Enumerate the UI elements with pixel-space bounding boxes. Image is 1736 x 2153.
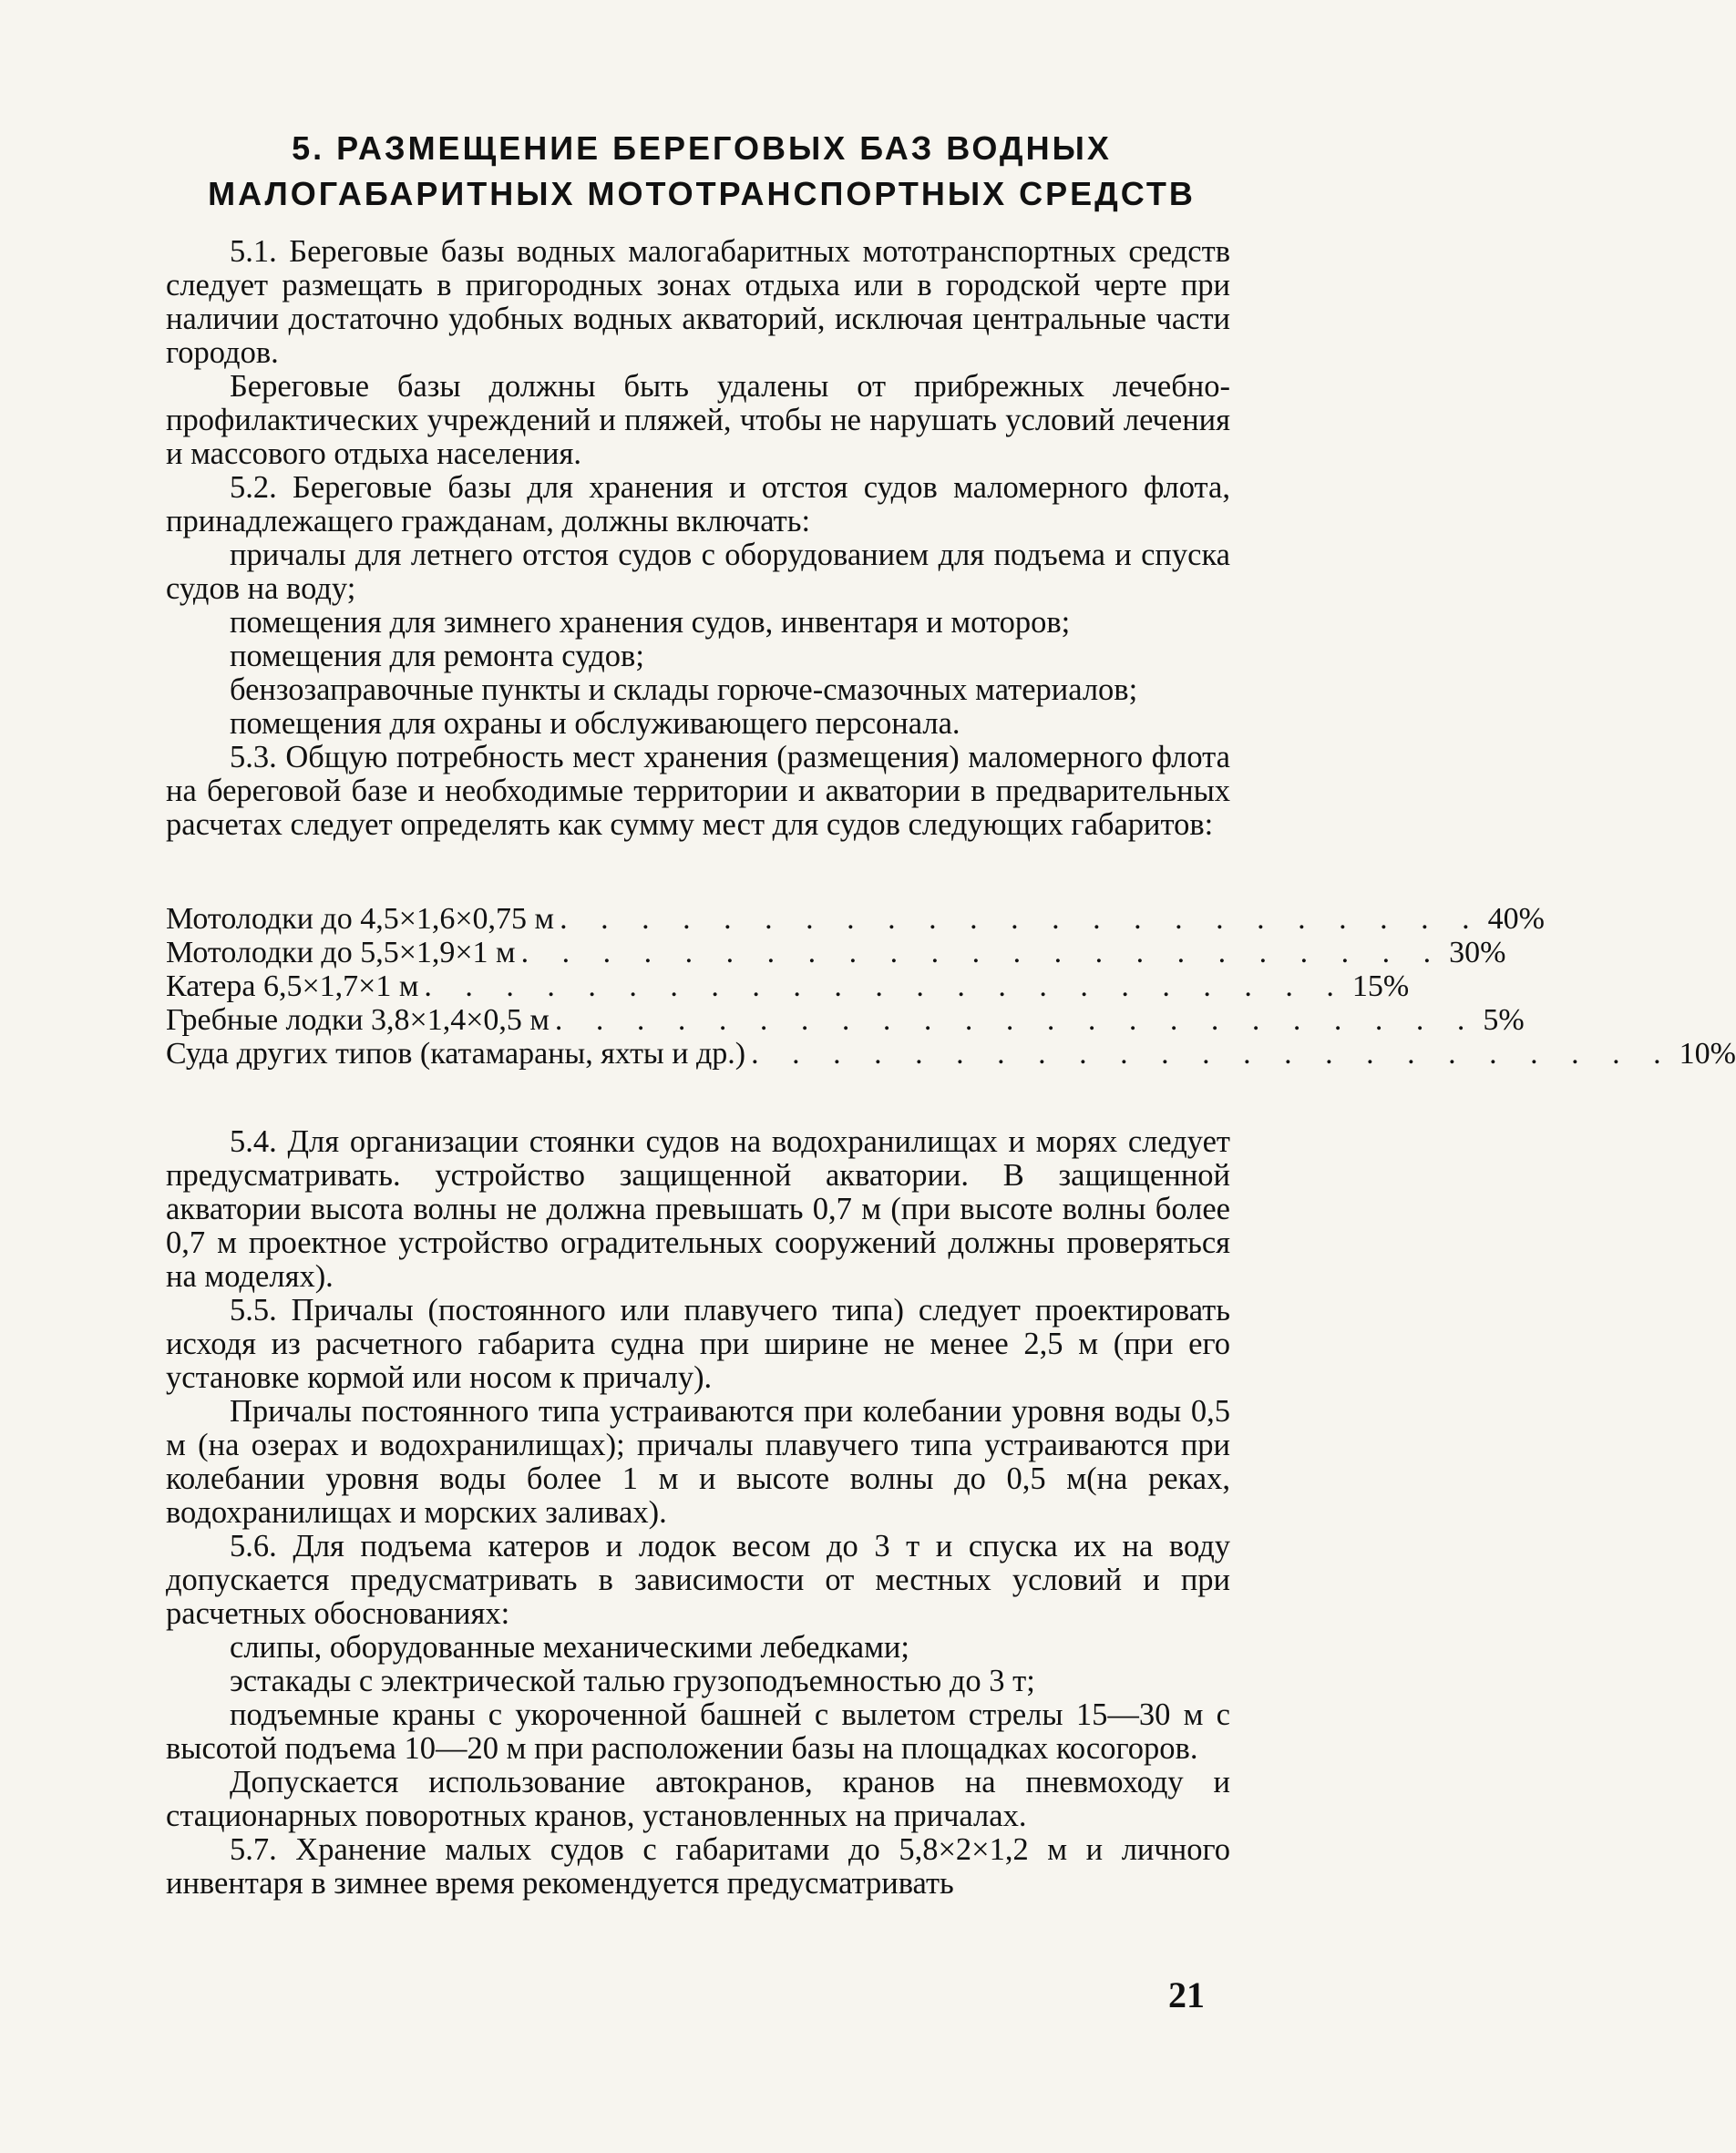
leader-dots: . . . . . . . . . . . . . . . . . . . . . . .: [560, 902, 1483, 936]
section-heading: [155, 126, 1248, 217]
row-value: 5%: [1483, 1003, 1525, 1037]
list-item: помещения для охраны и обслуживающего персонала.: [230, 706, 960, 741]
paragraph: Причалы постоянного типа устраиваются при колебании уровня воды 0,5 м (на озерах и водохранилищах); причалы плавучего типа устраиваются при колебании уровня воды более 1 м и высоте волны до 0,5 м(на реках, водохранилищах и морских заливах).: [166, 1394, 1230, 1530]
paragraph: 5.2. Береговые базы для хранения и отстоя судов маломерного флота, принадлежащего гражданам, должны включать:: [166, 470, 1230, 538]
leader-dots: . . . . . . . . . . . . . . . . . . . . . . .: [424, 969, 1347, 1003]
paragraph: 5.7. Хранение малых судов с габаритами до 5,8×2×1,2 м и личного инвентаря в зимнее время рекомендуется предусматривать: [166, 1832, 1230, 1901]
paragraph: 5.1. Береговые базы водных малогабаритных мототранспортных средств следует размещать в пригородных зонах отдыха или в городской черте при наличии достаточно удобных водных акваторий, исключая центральные части городов.: [166, 234, 1230, 370]
row-value: 15%: [1351, 969, 1410, 1003]
table-row: [166, 969, 1410, 1003]
list-item: причалы для летнего отстоя судов с оборудованием для подъема и спуска судов на воду;: [166, 538, 1230, 606]
list-item: помещения для ремонта судов;: [230, 639, 644, 673]
leader-dots: . . . . . . . . . . . . . . . . . . . . . . .: [751, 1037, 1674, 1071]
paragraph: 5.5. Причалы (постоянного или плавучего типа) следует проектировать исходя из расчетного габарита судна при ширине не менее 2,5 м (при его установке кормой или носом к причалу).: [166, 1293, 1230, 1395]
row-label: Мотолодки до 5,5×1,9×1 м: [166, 936, 516, 969]
paragraph: Береговые базы должны быть удалены от прибрежных лечебно-профилактических учреждений и пляжей, чтобы не нарушать условий лечения и массового отдыха населения.: [166, 369, 1230, 471]
list-item: эстакады с электрической талью грузоподъемностью до 3 т;: [230, 1664, 1035, 1698]
row-label: Гребные лодки 3,8×1,4×0,5 м: [166, 1003, 550, 1037]
paragraph: Допускается использование автокранов, кранов на пневмоходу и стационарных поворотных кранов, установленных на причалах.: [166, 1765, 1230, 1833]
row-label: Суда других типов (катамараны, яхты и др.): [166, 1037, 746, 1071]
paragraph: 5.6. Для подъема катеров и лодок весом до 3 т и спуска их на воду допускается предусматривать в зависимости от местных условий и при расчетных обоснованиях:: [166, 1529, 1230, 1631]
list-item: слипы, оборудованные механическими лебедками;: [230, 1630, 909, 1665]
list-item: помещения для зимнего хранения судов, инвентаря и моторов;: [230, 605, 1071, 640]
table-row: [166, 936, 1506, 969]
heading-line-2: МАЛОГАБАРИТНЫХ МОТОТРАНСПОРТНЫХ СРЕДСТВ: [208, 175, 1196, 212]
row-value: 40%: [1487, 902, 1545, 936]
paragraph: 5.4. Для организации стоянки судов на водохранилищах и морях следует предусматривать. устройство защищенной акватории. В защищенной акватории высота волны не должна превышать 0,7 м (при высоте волны более 0,7 м проектное устройство оградительных сооружений должны проверяться на моделях).: [166, 1124, 1230, 1294]
table-row: [166, 1037, 1736, 1071]
row-label: Катера 6,5×1,7×1 м: [166, 969, 419, 1003]
table-row: [166, 902, 1545, 936]
vessel-share-table: [166, 902, 1736, 1071]
page-number: 21: [1168, 1974, 1205, 2015]
table-row: [166, 1003, 1525, 1037]
row-label: Мотолодки до 4,5×1,6×0,75 м: [166, 902, 555, 936]
leader-dots: . . . . . . . . . . . . . . . . . . . . . . .: [554, 1003, 1478, 1037]
list-item: подъемные краны с укороченной башней с вылетом стрелы 15—30 м с высотой подъема 10—20 м при расположении базы на площадках косогоров.: [166, 1697, 1230, 1766]
row-value: 10%: [1679, 1037, 1736, 1071]
row-value: 30%: [1449, 936, 1506, 969]
leader-dots: . . . . . . . . . . . . . . . . . . . . . . .: [520, 936, 1444, 969]
body-text: [166, 234, 1736, 1901]
list-item: бензозаправочные пункты и склады горюче-смазочных материалов;: [230, 672, 1138, 707]
heading-line-1: 5. РАЗМЕЩЕНИЕ БЕРЕГОВЫХ БАЗ ВОДНЫХ: [292, 129, 1112, 167]
paragraph: 5.3. Общую потребность мест хранения (размещения) маломерного флота на береговой базе и необходимые территории и акватории в предварительных расчетах следует определять как сумму мест для судов следующих габаритов:: [166, 740, 1230, 842]
